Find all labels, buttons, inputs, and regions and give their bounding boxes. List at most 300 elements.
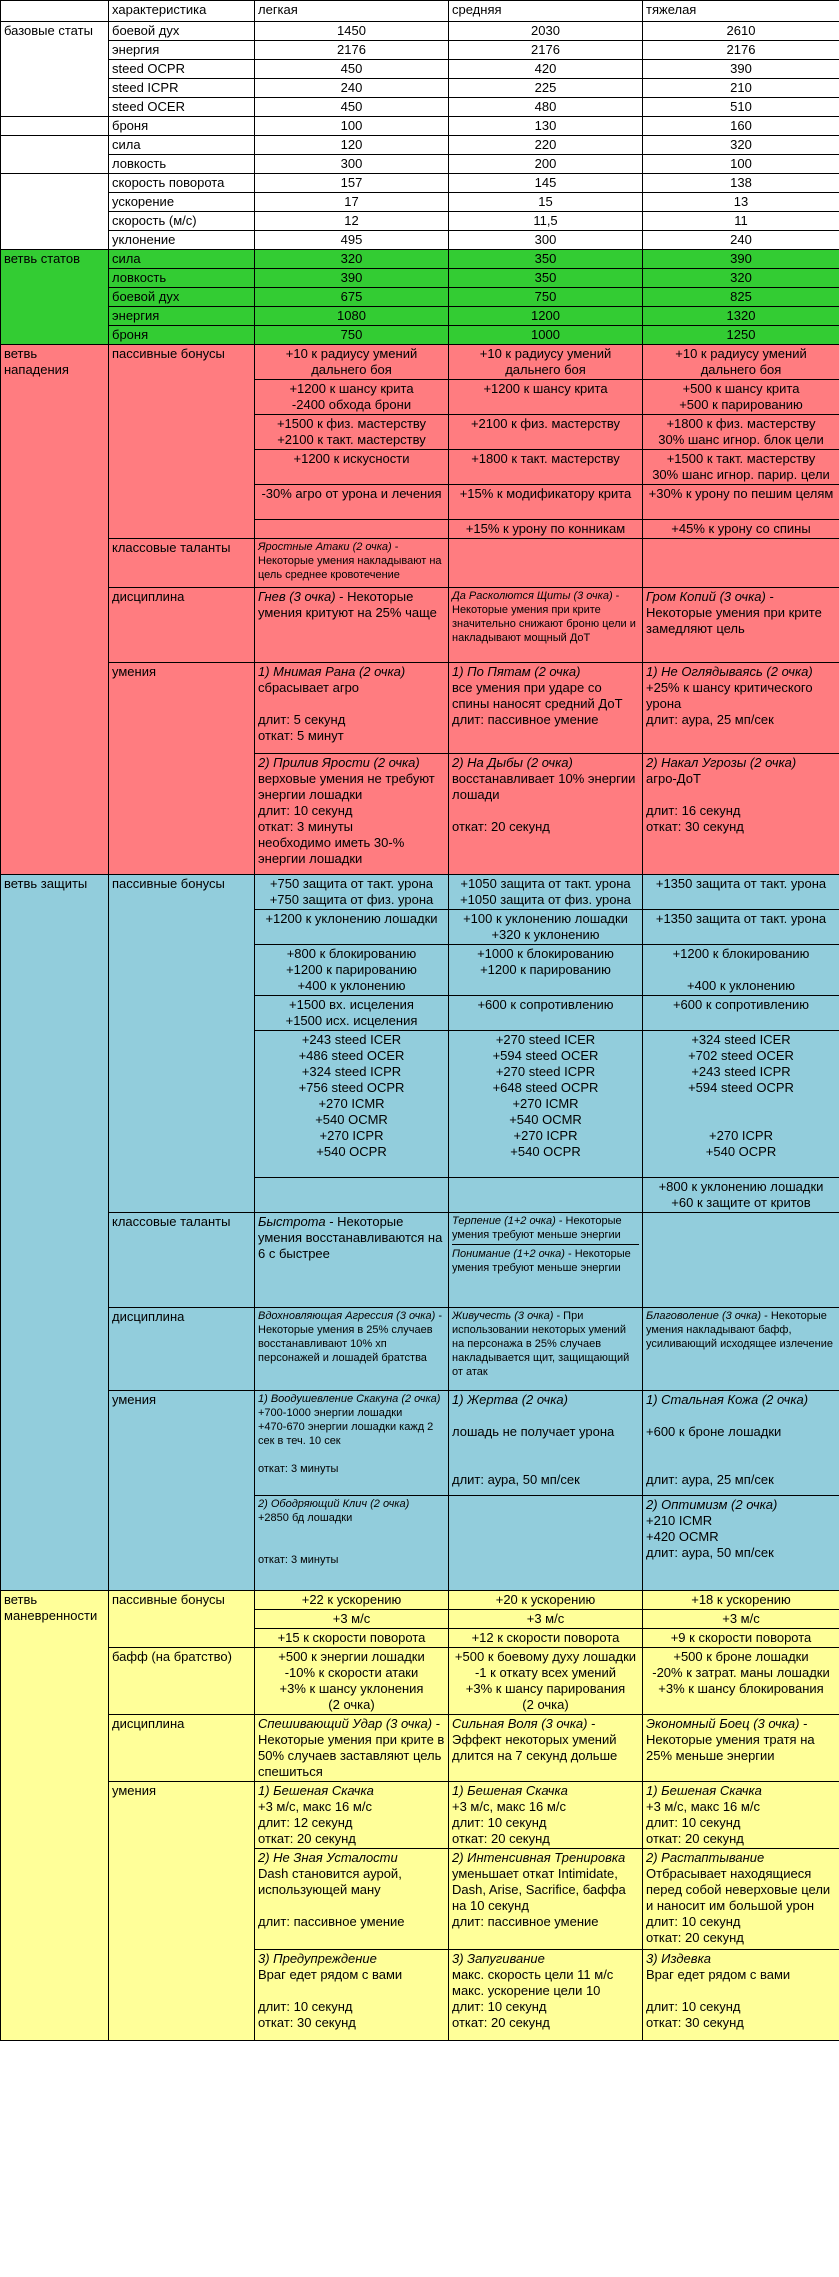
stat-medium: 750: [449, 288, 643, 307]
cell-line: [258, 521, 445, 537]
stat-medium: 350: [449, 269, 643, 288]
discipline-desc: - Некоторые умения при крите замедляют цель: [646, 589, 822, 636]
buff-row: [1, 1648, 839, 1715]
cell-line: +500 к броне лошадки: [673, 1649, 809, 1664]
skill-line: [646, 1408, 836, 1424]
cell-line: +400 к уклонению: [686, 978, 796, 993]
cell-line: +540 OCMR: [509, 1112, 582, 1127]
skill-line: необходимо иметь 30-% энергии лошадки: [258, 835, 405, 866]
table-row: [1, 193, 839, 212]
passive-bonus: [255, 1610, 449, 1629]
cell-line: +18 к ускорению: [691, 1592, 791, 1607]
passive-label: пассивные бонусы: [109, 875, 255, 1213]
talent-block: [452, 1214, 639, 1242]
skill-name: 1) Воодушевление Скакуна (2 очка): [258, 1393, 441, 1405]
cell-line: +1500 к физ. мастерству: [276, 416, 427, 431]
skill-line: +25% к шансу критического урона: [646, 680, 813, 711]
skill-line: Dash становится аурой, использующей ману: [258, 1866, 402, 1897]
stat-medium: 420: [449, 60, 643, 79]
cell-line: +100 к уклонению лошадки: [463, 911, 628, 926]
cell-line: +750 защита от такт. урона: [269, 876, 434, 891]
talent-name: Яростные Атаки (2 очка): [258, 541, 392, 553]
cell-line: +15% к модификатору крита: [459, 486, 632, 501]
stat-name: steed OCPR: [109, 60, 255, 79]
skill-cell: [643, 754, 839, 875]
passive-bonus: [449, 1610, 643, 1629]
stat-name: броня: [109, 117, 255, 136]
skill-line: длит: аура, 50 мп/сек: [452, 1472, 580, 1487]
stat-heavy: 390: [643, 60, 839, 79]
skill-line: Отбрасывает находящиеся перед собой неверховые цели и наносит им большой урон: [646, 1866, 831, 1913]
skill-line: +420 OCMR: [646, 1529, 719, 1544]
cell-line: (2 очка): [328, 1697, 375, 1712]
talent-cell: [255, 539, 449, 588]
discipline-cell: [449, 588, 643, 663]
talent-row: [1, 1213, 839, 1308]
skill-line: Враг едет рядом с вами: [646, 1967, 791, 1982]
talent-cell: [255, 1213, 449, 1308]
skill-line: длит: 10 секунд: [258, 803, 353, 818]
passive-bonus: [255, 380, 449, 415]
skill-line: [646, 1983, 836, 1999]
table-row: [1, 117, 839, 136]
skill-name: 3) Издевка: [646, 1951, 711, 1966]
stat-medium: 300: [449, 231, 643, 250]
skill-line: длит: 10 секунд: [452, 1815, 547, 1830]
stat-name: сила: [109, 250, 255, 269]
cell-line: +1500 исх. исцеления: [285, 1013, 418, 1028]
passive-bonus: [449, 1591, 643, 1610]
skill-line: откат: 20 секунд: [258, 1831, 356, 1846]
cell-line: +12 к скорости поворота: [471, 1630, 620, 1645]
stat-light: 320: [255, 250, 449, 269]
skill-line: [258, 1983, 445, 1999]
skill-line: +3 м/с, макс 16 м/с: [646, 1799, 760, 1814]
passive-bonus: [255, 1591, 449, 1610]
discipline-row: [1, 1715, 839, 1782]
discipline-cell: [643, 1715, 839, 1782]
skill-line: откат: 3 минуты: [258, 1463, 339, 1475]
discipline-name: Сильная Воля (3 очка): [452, 1716, 588, 1731]
cell-line: +594 steed OCPR: [688, 1080, 794, 1095]
cell-line: +324 steed ICER: [691, 1032, 791, 1047]
passive-bonus: [643, 945, 839, 996]
skill-line: откат: 3 минуты: [258, 1554, 339, 1566]
buff-cell: [449, 1648, 643, 1715]
discipline-name: Благоволение (3 очка): [646, 1310, 762, 1322]
cell-line: +15 к скорости поворота: [277, 1630, 426, 1645]
cell-line: +3% к шансу парирования: [465, 1681, 626, 1696]
skill-cell: [255, 1391, 449, 1496]
cell-line: +3 м/с: [722, 1611, 760, 1626]
table-row: [1, 269, 839, 288]
section-label: ветвь защиты: [1, 875, 109, 1591]
skill-line: [452, 1456, 639, 1472]
talent-desc: - Некоторые умения требуют меньше энергии: [452, 1215, 622, 1241]
cell-line: +45% к урону со спины: [671, 521, 811, 536]
stat-medium: 145: [449, 174, 643, 193]
discipline-name: Вдохновляющая Агрессия (3 очка): [258, 1310, 436, 1322]
skill-line: откат: 30 секунд: [646, 2015, 744, 2030]
skills-label: умения: [109, 1391, 255, 1591]
skill-line: длит: аура, 25 мп/сек: [646, 1472, 774, 1487]
skill-line: откат: 20 секунд: [452, 2015, 550, 2030]
discipline-label: дисциплина: [109, 1715, 255, 1782]
cell-line: +756 steed OCPR: [298, 1080, 405, 1095]
table-row: [1, 60, 839, 79]
passive-bonus: [255, 485, 449, 520]
cell-line: +243 steed ICPR: [691, 1064, 791, 1079]
header-cell: [1, 1, 109, 22]
cell-line: +10 к радиусу умений дальнего боя: [285, 346, 418, 377]
cell-line: +22 к ускорению: [301, 1592, 402, 1607]
skill-cell: [643, 1496, 839, 1591]
cell-line: +324 steed ICPR: [301, 1064, 402, 1079]
passive-bonus: [255, 450, 449, 485]
cell-line: -1 к откату всех умений: [474, 1665, 617, 1680]
talents-label: классовые таланты: [109, 539, 255, 588]
skill-cell: [449, 663, 643, 754]
cell-line: +594 steed OCER: [492, 1048, 599, 1063]
skill-name: 2) Прилив Ярости (2 очка): [258, 755, 420, 770]
discipline-desc: - Некоторые умения тратя на 25% меньше энергии: [646, 1716, 815, 1763]
passive-bonus: [643, 996, 839, 1031]
skills-label: умения: [109, 663, 255, 875]
skill-line: уменьшает откат Intimidate, Dash, Arise, Sacrifice, баффа на 10 секунд: [452, 1866, 626, 1913]
discipline-cell: [255, 588, 449, 663]
cell-line: +540 OCPR: [510, 1144, 581, 1159]
table-row: [1, 155, 839, 174]
passive-bonus: [449, 1178, 643, 1213]
stat-light: 17: [255, 193, 449, 212]
passive-bonus: [449, 875, 643, 910]
section-label: ветвь маневренности: [1, 1591, 109, 2041]
skill-cell: [643, 1391, 839, 1496]
cell-line: (2 очка): [522, 1697, 569, 1712]
cell-line: [258, 1179, 445, 1195]
passive-bonus: [449, 380, 643, 415]
stat-medium: 15: [449, 193, 643, 212]
stat-name: броня: [109, 326, 255, 345]
skill-name: 2) Ободряющий Клич (2 очка): [258, 1498, 410, 1510]
skill-cell: [643, 1950, 839, 2041]
skill-line: +470-670 энергии лошадки кажд 2 сек в теч. 10 сек: [258, 1421, 434, 1447]
table-row: [1, 231, 839, 250]
stat-medium: 1000: [449, 326, 643, 345]
skill-line: откат: 3 минуты: [258, 819, 354, 834]
cell-line: +2100 к физ. мастерству: [470, 416, 621, 431]
stat-heavy: 11: [643, 212, 839, 231]
cell-line: +270 ICMR: [512, 1096, 579, 1111]
stat-name: ускорение: [109, 193, 255, 212]
cell-line: +3% к шансу блокирования: [658, 1681, 824, 1696]
discipline-row: [1, 588, 839, 663]
cell-line: +1500 к такт. мастерству: [666, 451, 816, 466]
passive-bonus: [643, 875, 839, 910]
passive-row: [1, 1591, 839, 1610]
cell-line: -2400 обхода брони: [291, 397, 412, 412]
passive-bonus: [643, 485, 839, 520]
skill-line: [258, 1898, 445, 1914]
stat-light: 450: [255, 98, 449, 117]
skill-name: 1) Стальная Кожа (2 очка): [646, 1392, 809, 1407]
stat-name: сила: [109, 136, 255, 155]
stat-name: боевой дух: [109, 22, 255, 41]
discipline-cell: [643, 588, 839, 663]
skill-cell: [255, 754, 449, 875]
skill-line: длит: 16 секунд: [646, 803, 741, 818]
skill-row: [1, 1391, 839, 1496]
cell-line: +486 steed OCER: [298, 1048, 405, 1063]
passive-bonus: [255, 910, 449, 945]
discipline-desc: - При использовании некоторых умений на персонажа в 25% случаев накладывается щит, защищающий от атак: [452, 1310, 630, 1378]
skill-name: 1) Бешеная Скачка: [452, 1783, 568, 1798]
cell-line: -10% к скорости атаки: [284, 1665, 419, 1680]
cell-line: [646, 1112, 836, 1128]
skill-line: +3 м/с, макс 16 м/с: [258, 1799, 372, 1814]
skill-line: все умения при ударе со спины наносят средний ДоТ: [452, 680, 623, 711]
skill-row: [1, 1782, 839, 1849]
passive-bonus: [255, 875, 449, 910]
stat-heavy: 2610: [643, 22, 839, 41]
discipline-cell: [449, 1308, 643, 1391]
stat-light: 1080: [255, 307, 449, 326]
cell-line: +500 к шансу крита: [682, 381, 800, 396]
skill-line: длит: 5 секунд: [258, 712, 346, 727]
cell-line: +1800 к физ. мастерству: [666, 416, 816, 431]
discipline-cell: [449, 1715, 643, 1782]
skill-name: 1) Жертва (2 очка): [452, 1392, 568, 1407]
section-label-blank: [1, 117, 109, 136]
talent-desc: - Некоторые умения накладывают на цель среднее кровотечение: [258, 541, 442, 581]
buff-label: бафф (на братство): [109, 1648, 255, 1715]
cell-line: +10 к радиусу умений дальнего боя: [675, 346, 807, 377]
skill-line: откат: 20 секунд: [646, 1831, 744, 1846]
cell-line: +500 к парированию: [679, 397, 803, 412]
cell-line: +1050 защита от такт. урона: [460, 876, 631, 891]
skill-cell: [255, 1950, 449, 2041]
stat-medium: 1200: [449, 307, 643, 326]
table-row: [1, 98, 839, 117]
section-label-blank: [1, 174, 109, 250]
cell-line: +540 OCPR: [316, 1144, 387, 1159]
skill-line: длит: аура, 50 мп/сек: [646, 1545, 774, 1560]
table-row: [1, 136, 839, 155]
stat-light: 675: [255, 288, 449, 307]
skill-name: 2) Накал Угрозы (2 очка): [646, 755, 797, 770]
skill-cell: [643, 1782, 839, 1849]
cell-line: +1200 к парированию: [286, 962, 417, 977]
skill-line: [452, 803, 639, 819]
header-cell: средняя: [449, 1, 643, 22]
cell-line: +1200 к шансу крита: [483, 381, 608, 396]
skill-line: откат: 20 секунд: [452, 1831, 550, 1846]
skill-line: восстанавливает 10% энергии лошади: [452, 771, 636, 802]
passive-bonus: [449, 520, 643, 539]
table-row: [1, 326, 839, 345]
talent-name: Терпение (1+2 очка): [452, 1215, 556, 1227]
stat-light: 390: [255, 269, 449, 288]
cell-line: +1050 защита от физ. урона: [460, 892, 631, 907]
stat-heavy: 13: [643, 193, 839, 212]
cell-line: +30% к урону по пешим целям: [648, 486, 834, 501]
skill-line: откат: 20 секунд: [452, 819, 550, 834]
cell-line: [646, 1096, 836, 1112]
passive-bonus: [643, 450, 839, 485]
discipline-desc: - Некоторые умения критуют на 25% чаще: [258, 589, 437, 620]
cell-line: +540 OCPR: [705, 1144, 777, 1159]
skill-line: +700-1000 энергии лошадки: [258, 1407, 403, 1419]
skill-line: [258, 1448, 445, 1462]
stat-heavy: 825: [643, 288, 839, 307]
passive-bonus: [255, 996, 449, 1031]
talents-label: классовые таланты: [109, 1213, 255, 1308]
skill-cell: [643, 1849, 839, 1950]
discipline-name: Живучесть (3 очка): [452, 1310, 554, 1322]
skill-cell: [449, 754, 643, 875]
passive-row: [1, 875, 839, 910]
passive-bonus: [643, 380, 839, 415]
cell-line: +1350 защита от такт. урона: [655, 876, 827, 891]
skill-line: [258, 1525, 445, 1539]
skill-line: Враг едет рядом с вами: [258, 1967, 403, 1982]
discipline-cell: [255, 1715, 449, 1782]
cell-line: +600 к сопротивлению: [477, 997, 614, 1012]
skill-cell: [643, 663, 839, 754]
passive-bonus: [255, 520, 449, 539]
skill-line: [452, 1440, 639, 1456]
passive-bonus: [449, 1629, 643, 1648]
stat-light: 157: [255, 174, 449, 193]
passive-bonus: [255, 415, 449, 450]
passive-bonus: [449, 450, 643, 485]
stat-heavy: 100: [643, 155, 839, 174]
stat-medium: 2176: [449, 41, 643, 60]
stat-name: энергия: [109, 307, 255, 326]
stat-medium: 130: [449, 117, 643, 136]
stat-heavy: 160: [643, 117, 839, 136]
stat-heavy: 390: [643, 250, 839, 269]
cell-line: +500 к боевому духу лошадки: [454, 1649, 637, 1664]
stat-light: 450: [255, 60, 449, 79]
skill-line: длит: пассивное умение: [452, 1914, 599, 1929]
stat-medium: 200: [449, 155, 643, 174]
stat-medium: 2030: [449, 22, 643, 41]
cell-line: +600 к сопротивлению: [672, 997, 810, 1012]
skill-line: [452, 1408, 639, 1424]
table-row: [1, 41, 839, 60]
skills-label: умения: [109, 1782, 255, 2041]
skill-cell: [449, 1950, 643, 2041]
cell-line: +270 ICPR: [319, 1128, 384, 1143]
skill-line: макс. скорость цели 11 м/с: [452, 1967, 614, 1982]
header-cell: характеристика: [109, 1, 255, 22]
stat-heavy: 2176: [643, 41, 839, 60]
skill-line: [646, 1440, 836, 1456]
stat-medium: 480: [449, 98, 643, 117]
skill-name: 2) На Дыбы (2 очка): [452, 755, 573, 770]
cell-line: +648 steed OCPR: [492, 1080, 599, 1095]
talent-desc: - Некоторые умения восстанавливаются на 6 с быстрее: [258, 1214, 443, 1261]
passive-bonus: [643, 415, 839, 450]
passive-bonus: [449, 910, 643, 945]
section-label: ветвь нападения: [1, 345, 109, 875]
skill-name: 2) Интенсивная Тренировка: [452, 1850, 626, 1865]
stat-name: ловкость: [109, 269, 255, 288]
cell-line: +270 ICMR: [318, 1096, 385, 1111]
cell-line: +750 защита от физ. урона: [269, 892, 434, 907]
cell-line: +800 к блокированию: [286, 946, 417, 961]
passive-bonus: [449, 485, 643, 520]
cell-line: +1000 к блокированию: [477, 946, 614, 961]
skill-row: [1, 663, 839, 754]
cell-line: +1800 к такт. мастерству: [471, 451, 620, 466]
cell-line: +3% к шансу уклонения: [279, 1681, 424, 1696]
skill-cell: [449, 1782, 643, 1849]
cell-line: 30% шанс игнор. парир. цели: [652, 467, 830, 482]
skill-line: откат: 20 секунд: [646, 1930, 744, 1945]
skill-name: 2) Не Зная Усталости: [258, 1850, 398, 1865]
skill-name: 1) По Пятам (2 очка): [452, 664, 581, 679]
discipline-name: Гром Копий (3 очка): [646, 589, 766, 604]
table-row: [1, 212, 839, 231]
skill-name: 3) Запугивание: [452, 1951, 545, 1966]
header-cell: легкая: [255, 1, 449, 22]
skill-line: +3 м/с, макс 16 м/с: [452, 1799, 566, 1814]
table-row: [1, 250, 839, 269]
skill-line: сбрасывает агро: [258, 680, 360, 695]
passive-bonus: [643, 1178, 839, 1213]
skill-cell: [255, 1849, 449, 1950]
skill-line: [646, 787, 836, 803]
skill-line: длит: пассивное умение: [258, 1914, 405, 1929]
skill-line: +2850 бд лошадки: [258, 1512, 353, 1524]
empty-cell: [643, 539, 839, 588]
section-label: базовые статы: [1, 22, 109, 117]
skill-cell: [255, 663, 449, 754]
cell-line: +1200 к шансу крита: [289, 381, 414, 396]
passive-bonus: [255, 1629, 449, 1648]
discipline-label: дисциплина: [109, 1308, 255, 1391]
stat-light: 1450: [255, 22, 449, 41]
stat-light: 2176: [255, 41, 449, 60]
discipline-name: Гнев (3 очка): [258, 589, 336, 604]
section-label-blank: [1, 136, 109, 174]
stat-name: steed ICPR: [109, 79, 255, 98]
passive-bonus: [255, 1178, 449, 1213]
cell-line: +270 steed ICER: [495, 1032, 596, 1047]
stat-name: ловкость: [109, 155, 255, 174]
skill-line: +210 ICMR: [646, 1513, 713, 1528]
stat-name: энергия: [109, 41, 255, 60]
stat-light: 750: [255, 326, 449, 345]
cell-line: +270 ICPR: [709, 1128, 773, 1143]
cell-line: +320 к уклонению: [491, 927, 600, 942]
stat-heavy: 210: [643, 79, 839, 98]
cell-line: +800 к уклонению лошадки: [658, 1179, 824, 1194]
discipline-cell: [643, 1308, 839, 1391]
cell-line: +10 к радиусу умений дальнего боя: [479, 346, 612, 377]
skill-line: длит: пассивное умение: [452, 712, 599, 727]
cell-line: +1200 к уклонению лошадки: [265, 911, 438, 926]
header-cell: тяжелая: [643, 1, 839, 22]
skill-name: 2) Оптимизм (2 очка): [646, 1497, 778, 1512]
skill-line: длит: 10 секунд: [646, 1914, 741, 1929]
passive-bonus: [643, 1629, 839, 1648]
passive-bonus: [449, 945, 643, 996]
cell-line: +270 ICPR: [513, 1128, 578, 1143]
stat-heavy: 1250: [643, 326, 839, 345]
